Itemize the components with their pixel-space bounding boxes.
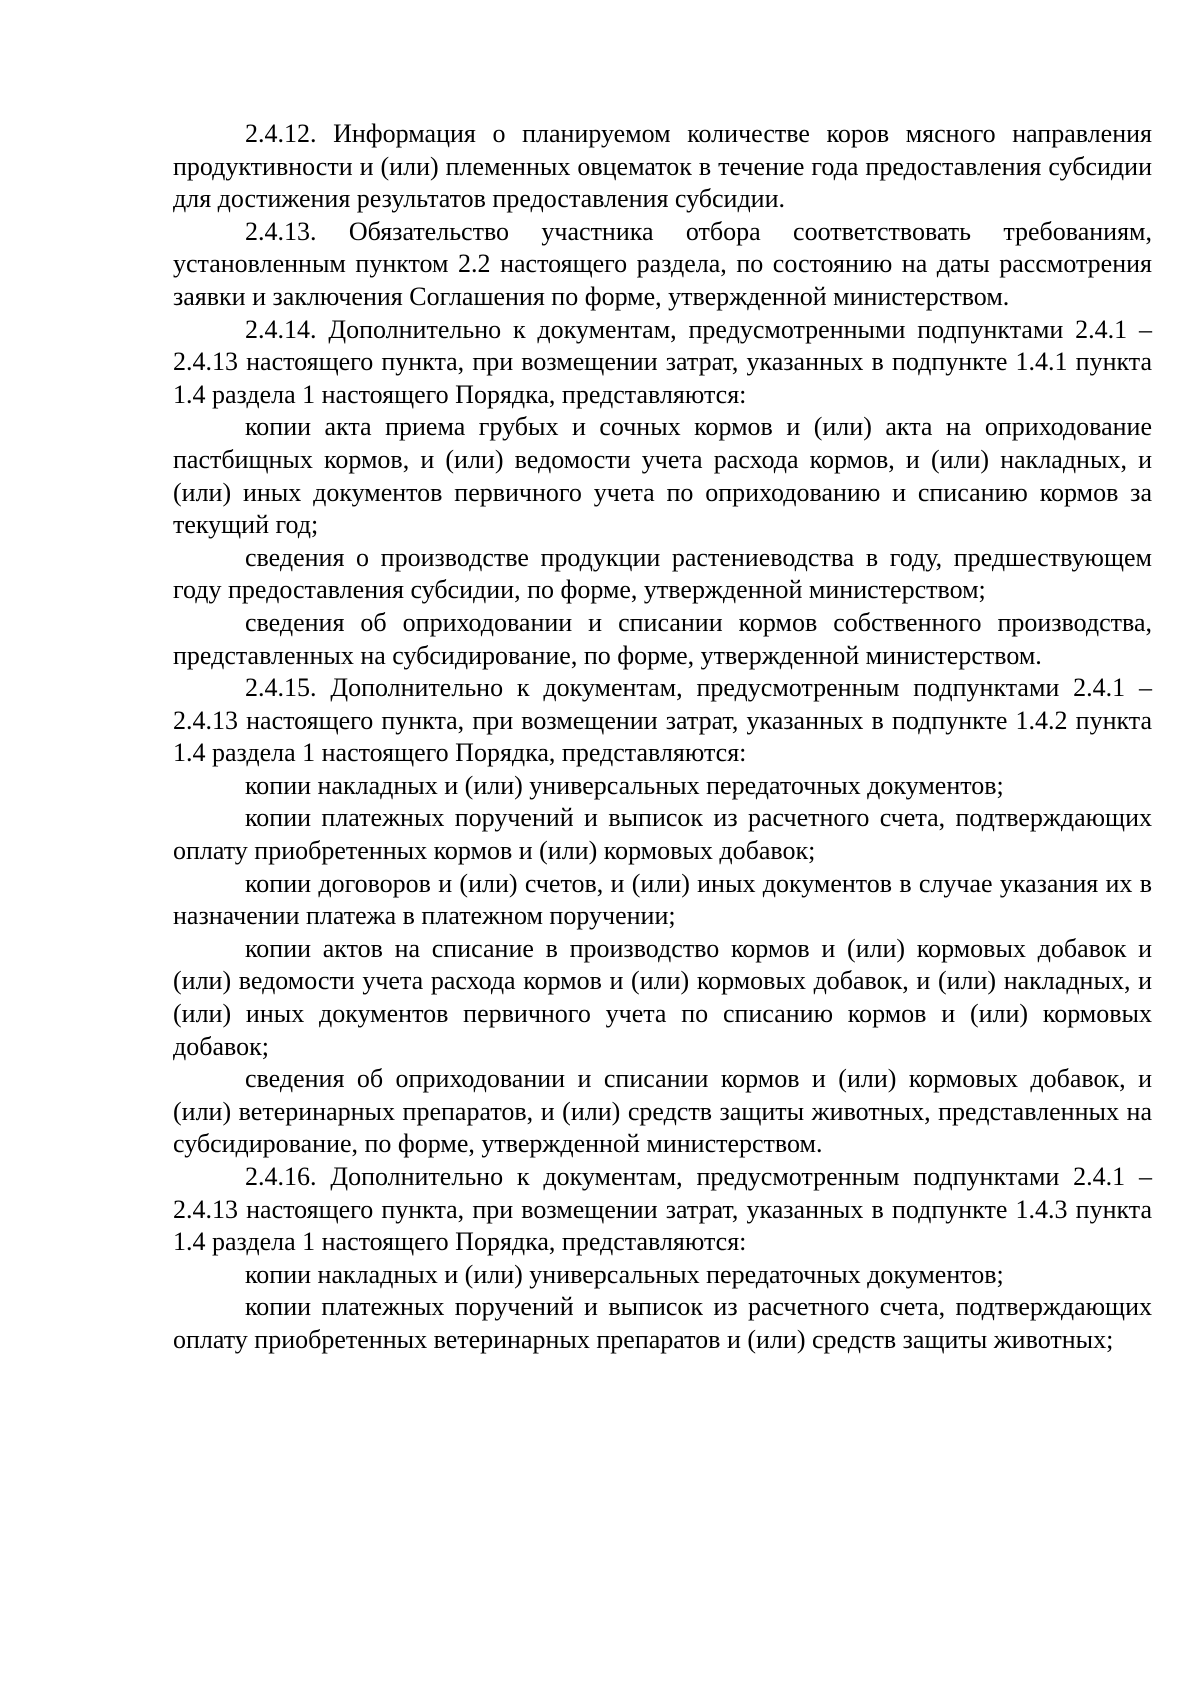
list-item-payment-orders-2: копии платежных поручений и выписок из расчетного счета, подтверждающих оплату приобретенных ветеринарных препаратов и (или) средств защиты животных; xyxy=(173,1292,1152,1354)
list-item-invoices: копии накладных и (или) универсальных передаточных документов; xyxy=(245,770,1004,800)
list-item-own-feed-info: сведения об оприходовании и списании кормов собственного производства, представленных на субсидирование, по форме, утвержденной министерством. xyxy=(173,607,1152,670)
list-item-crop-production-info: сведения о производстве продукции растениеводства в году, предшествующем году предоставления субсидии, по форме, утвержденной министерством; xyxy=(173,542,1152,605)
list-item-payment-orders: копии платежных поручений и выписок из расчетного счета, подтверждающих оплату приобретенных кормов и (или) кормовых добавок; xyxy=(173,803,1152,866)
paragraph-2-4-16: 2.4.16. Дополнительно к документам, предусмотренным подпунктами 2.4.1 – 2.4.13 настоящего пункта, при возмещении затрат, указанных в подпункте 1.4.3 пункта 1.4 раздела 1 настоящего Порядка, представляются: xyxy=(173,1162,1152,1257)
paragraph-2-4-12: 2.4.12. Информация о планируемом количестве коров мясного направления продуктивности и (или) племенных овцематок в течение года предоставления субсидии для достижения результатов предоставления субсидии. xyxy=(173,119,1152,214)
list-item-invoices-2: копии накладных и (или) универсальных передаточных документов; xyxy=(245,1259,1004,1289)
document-body xyxy=(173,118,1152,1357)
list-item-feed-additives-info: сведения об оприходовании и списании кормов и (или) кормовых добавок, и (или) ветеринарных препаратов, и (или) средств защиты животных, представленных на субсидирование, по форме, утвержденной министерством. xyxy=(173,1064,1152,1159)
paragraph-2-4-14: 2.4.14. Дополнительно к документам, предусмотренными подпунктами 2.4.1 – 2.4.13 настоящего пункта, при возмещении затрат, указанных в подпункте 1.4.1 пункта 1.4 раздела 1 настоящего Порядка, представляются: xyxy=(173,314,1152,409)
list-item-contracts: копии договоров и (или) счетов, и (или) иных документов в случае указания их в назначении платежа в платежном поручении; xyxy=(173,868,1152,931)
list-item-feed-acceptance-acts: копии акта приема грубых и сочных кормов и (или) акта на оприходование пастбищных кормов, и (или) ведомости учета расхода кормов, и (или) накладных, и (или) иных документов первичного учета по оприходованию и списанию кормов за текущий год; xyxy=(173,412,1152,540)
paragraph-2-4-15: 2.4.15. Дополнительно к документам, предусмотренным подпунктами 2.4.1 – 2.4.13 настоящего пункта, при возмещении затрат, указанных в подпункте 1.4.2 пункта 1.4 раздела 1 настоящего Порядка, представляются: xyxy=(173,673,1152,768)
list-item-write-off-acts: копии актов на списание в производство кормов и (или) кормовых добавок и (или) ведомости учета расхода кормов и (или) кормовых добавок, и (или) накладных, и (или) иных документов первичного учета по списанию кормов и (или) кормовых добавок; xyxy=(173,933,1152,1061)
paragraph-2-4-13: 2.4.13. Обязательство участника отбора соответствовать требованиям, установленным пунктом 2.2 настоящего раздела, по состоянию на даты рассмотрения заявки и заключения Соглашения по форме, утвержденной министерством. xyxy=(173,216,1152,311)
